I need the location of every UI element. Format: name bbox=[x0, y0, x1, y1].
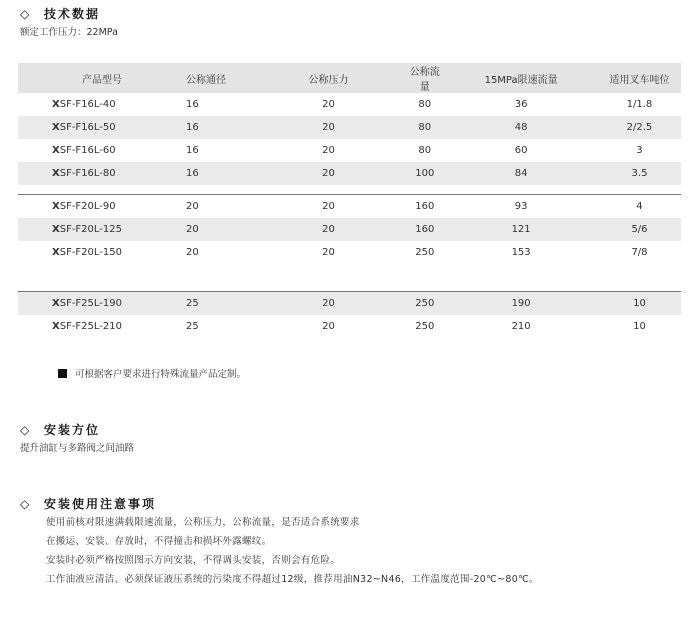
model-cell: XSF-F25L-190 bbox=[18, 292, 186, 316]
limit-flow-cell: 210 bbox=[511, 321, 531, 332]
precaution-line: 使用前核对限速满载限速流量，公称压力，公称流量，是否适合系统要求 bbox=[46, 517, 360, 528]
table-row bbox=[18, 93, 681, 116]
section-heading-install bbox=[20, 421, 100, 438]
tonnage-cell: 3 bbox=[636, 145, 643, 156]
col-header-tonnage: 适用叉车吨位 bbox=[598, 63, 681, 93]
model-cell: XSF-F20L-125 bbox=[18, 218, 186, 241]
limit-flow-cell: 36 bbox=[514, 99, 528, 110]
pressure-cell: 20 bbox=[322, 321, 335, 332]
table-row bbox=[18, 139, 681, 162]
dn-cell: 25 bbox=[186, 292, 252, 316]
dn-cell: 25 bbox=[186, 321, 199, 332]
spec-table-group-2 bbox=[18, 194, 681, 264]
flow-cell: 80 bbox=[418, 99, 432, 110]
model-cell: XSF-F20L-90 bbox=[18, 195, 186, 219]
section-title-tech: 技术数据 bbox=[44, 7, 101, 21]
diamond-icon: ◇ bbox=[20, 497, 30, 511]
flow-cell: 80 bbox=[405, 116, 444, 139]
col-header-dn: 公称通径 bbox=[186, 63, 252, 93]
tonnage-cell: 4 bbox=[598, 195, 681, 219]
model-cell: XSF-F25L-210 bbox=[52, 321, 122, 332]
square-bullet-icon bbox=[58, 369, 67, 378]
section-heading-tech bbox=[20, 5, 100, 22]
model-cell: XSF-F20L-150 bbox=[52, 247, 122, 258]
pressure-cell: 20 bbox=[322, 99, 335, 110]
table-header-row bbox=[18, 63, 681, 93]
spec-table-group-1 bbox=[18, 63, 681, 185]
pressure-cell: 20 bbox=[252, 292, 406, 316]
install-text: 提升油缸与多路阀之间油路 bbox=[20, 443, 135, 454]
dn-cell: 16 bbox=[186, 116, 252, 139]
flow-cell: 80 bbox=[418, 145, 432, 156]
col-header-limit-flow: 15MPa限速流量 bbox=[444, 63, 598, 93]
pressure-cell: 20 bbox=[322, 145, 335, 156]
limit-flow-cell: 121 bbox=[444, 218, 598, 241]
table-row bbox=[18, 241, 681, 264]
precaution-line: 安装时必须严格按照图示方向安装，不得调头安装，否则会有危险。 bbox=[46, 555, 341, 566]
tonnage-cell: 1/1.8 bbox=[626, 99, 653, 110]
table-row bbox=[18, 195, 681, 219]
tonnage-cell: 2/2.5 bbox=[598, 116, 681, 139]
section-title-install: 安装方位 bbox=[44, 423, 101, 437]
limit-flow-cell: 93 bbox=[444, 195, 598, 219]
model-cell: XSF-F16L-40 bbox=[52, 99, 116, 110]
flow-cell: 100 bbox=[405, 162, 444, 185]
table-row bbox=[18, 218, 681, 241]
section-heading-precautions bbox=[20, 495, 156, 512]
tonnage-cell: 3.5 bbox=[598, 162, 681, 185]
flow-cell: 160 bbox=[405, 195, 444, 219]
dn-cell: 16 bbox=[186, 162, 252, 185]
table-row bbox=[18, 162, 681, 185]
limit-flow-cell: 153 bbox=[511, 247, 531, 258]
precaution-line: 在搬运、安装、存放时，不得撞击和损坏外露螺纹。 bbox=[46, 536, 272, 547]
section-title-precautions: 安装使用注意事项 bbox=[44, 497, 157, 511]
diamond-icon: ◇ bbox=[20, 7, 30, 21]
table-row bbox=[18, 292, 681, 316]
flow-cell: 160 bbox=[405, 218, 444, 241]
tonnage-cell: 5/6 bbox=[598, 218, 681, 241]
table-row bbox=[18, 315, 681, 338]
pressure-cell: 20 bbox=[252, 218, 406, 241]
pressure-cell: 20 bbox=[322, 247, 335, 258]
tonnage-cell: 10 bbox=[633, 321, 646, 332]
spec-table-group-3 bbox=[18, 291, 681, 338]
dn-cell: 20 bbox=[186, 195, 252, 219]
table-row bbox=[18, 116, 681, 139]
pressure-cell: 20 bbox=[252, 195, 406, 219]
limit-flow-cell: 190 bbox=[444, 292, 598, 316]
precaution-line: 工作油液应清洁、必须保证液压系统的污染度不得超过12级，推荐用油N32~N46，工作温度范围-20℃~80℃。 bbox=[46, 574, 539, 585]
tonnage-cell: 7/8 bbox=[631, 247, 648, 258]
diamond-icon: ◇ bbox=[20, 423, 30, 437]
limit-flow-cell: 84 bbox=[444, 162, 598, 185]
col-header-flow: 公称流量 bbox=[405, 63, 444, 93]
note-text: 可根据客户要求进行特殊流量产品定制。 bbox=[75, 369, 247, 380]
col-header-model: 产品型号 bbox=[18, 63, 186, 93]
dn-cell: 16 bbox=[186, 99, 199, 110]
flow-cell: 250 bbox=[415, 321, 435, 332]
custom-flow-note bbox=[58, 366, 246, 380]
limit-flow-cell: 60 bbox=[514, 145, 528, 156]
col-header-pressure: 公称压力 bbox=[252, 63, 406, 93]
flow-cell: 250 bbox=[415, 247, 435, 258]
dn-cell: 20 bbox=[186, 247, 199, 258]
model-cell: XSF-F16L-50 bbox=[18, 116, 186, 139]
dn-cell: 16 bbox=[186, 145, 199, 156]
model-cell: XSF-F16L-60 bbox=[52, 145, 116, 156]
tonnage-cell: 10 bbox=[598, 292, 681, 316]
rated-pressure: 额定工作压力：22MPa bbox=[20, 27, 118, 38]
flow-cell: 250 bbox=[405, 292, 444, 316]
pressure-cell: 20 bbox=[252, 162, 406, 185]
dn-cell: 20 bbox=[186, 218, 252, 241]
model-cell: XSF-F16L-80 bbox=[18, 162, 186, 185]
pressure-cell: 20 bbox=[252, 116, 406, 139]
limit-flow-cell: 48 bbox=[444, 116, 598, 139]
